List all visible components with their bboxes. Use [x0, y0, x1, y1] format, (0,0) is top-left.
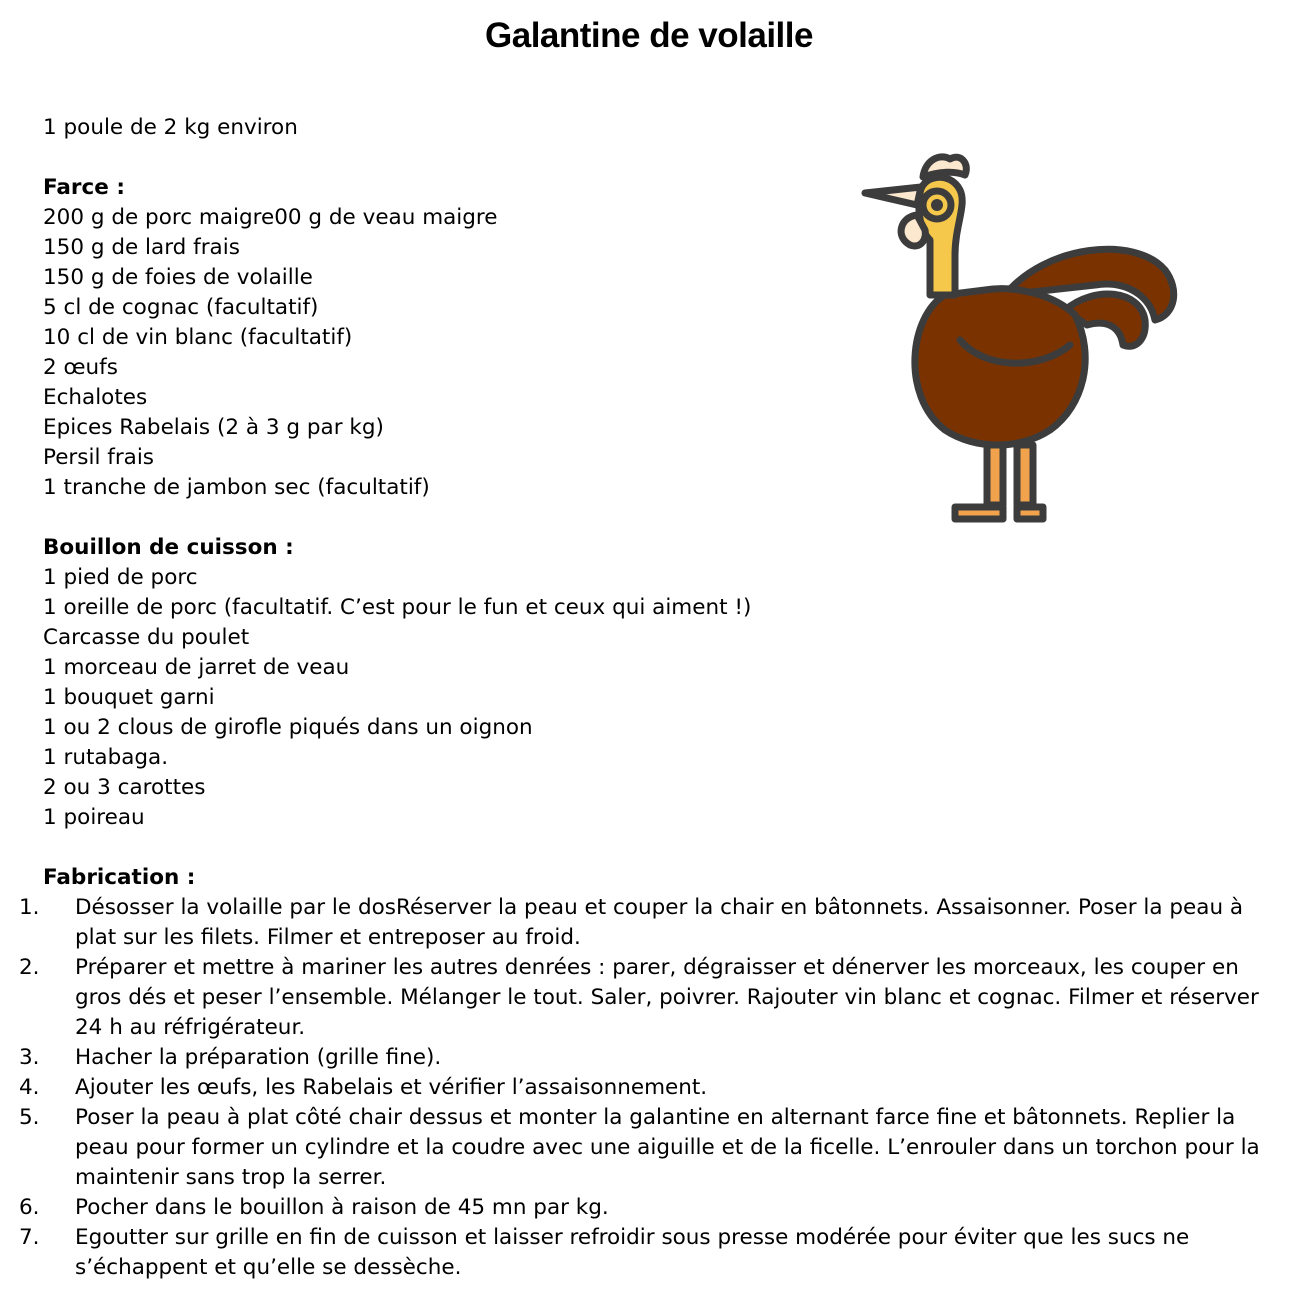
ingredient-item: 2 ou 3 carottes — [43, 775, 206, 800]
ingredient-item: 1 oreille de porc (facultatif. C’est pour le fun et ceux qui aiment !) — [43, 595, 752, 620]
ingredient-item: Epices Rabelais (2 à 3 g par kg) — [43, 415, 384, 440]
ingredient-item: Persil frais — [43, 445, 155, 470]
page-title: Galantine de volaille — [485, 16, 813, 55]
step-item — [0, 1193, 1270, 1223]
step-text: Préparer et mettre à mariner les autres denrées : parer, dégraisser et dénerver les morceaux, les couper en gros dés et peser l’ensemble. Mélanger le tout. Saler, poivrer. Rajouter vin blanc et cognac. Filmer et réserver 24 h au réfrigérateur. — [75, 955, 1259, 1040]
ingredient-item: 1 rutabaga. — [43, 745, 169, 770]
spacer — [43, 503, 1298, 533]
ingredient-item: 5 cl de cognac (facultatif) — [43, 295, 319, 320]
step-number: 2. — [19, 955, 40, 980]
ingredient-item: 200 g de porc maigre00 g de veau maigre — [43, 205, 498, 230]
steps-list — [0, 893, 1270, 1283]
farce-heading: Farce : — [43, 175, 125, 200]
step-item — [0, 1043, 1270, 1073]
ingredient-item: 1 bouquet garni — [43, 685, 215, 710]
step-number: 5. — [19, 1105, 40, 1130]
step-item — [0, 1103, 1270, 1193]
step-text: Désosser la volaille par le dosRéserver la peau et couper la chair en bâtonnets. Assaisonner. Poser la peau à plat sur les filets. Filmer et entreposer au froid. — [75, 895, 1244, 950]
step-number: 3. — [19, 1045, 40, 1070]
ingredient-item: 150 g de lard frais — [43, 235, 240, 260]
spacer — [43, 143, 1298, 173]
ingredient-item: 1 ou 2 clous de girofle piqués dans un oignon — [43, 715, 533, 740]
ingredient-item: 1 pied de porc — [43, 565, 198, 590]
spacer — [43, 833, 1298, 863]
ingredient-item: 2 œufs — [43, 355, 118, 380]
step-item — [0, 893, 1270, 953]
step-text: Ajouter les œufs, les Rabelais et vérifier l’assaisonnement. — [75, 1075, 708, 1100]
recipe-content — [19, 113, 1298, 1283]
fabrication-heading: Fabrication : — [43, 865, 196, 890]
ingredient-item: Carcasse du poulet — [43, 625, 250, 650]
ingredient-item: 150 g de foies de volaille — [43, 265, 313, 290]
step-text: Poser la peau à plat côté chair dessus et monter la galantine en alternant farce fine et bâtonnets. Replier la peau pour former un cylindre et la coudre avec une aiguille et de la ficelle. L’enrouler dans un torchon pour la maintenir sans trop la serrer. — [75, 1105, 1260, 1190]
step-text: Egoutter sur grille en fin de cuisson et laisser refroidir sous presse modérée pour éviter que les sucs ne s’échappent et qu’elle se dessèche. — [75, 1225, 1190, 1280]
step-item — [0, 953, 1270, 1043]
ingredient-item: 1 tranche de jambon sec (facultatif) — [43, 475, 430, 500]
intro-line: 1 poule de 2 kg environ — [43, 115, 298, 140]
step-number: 4. — [19, 1075, 40, 1100]
step-number: 1. — [19, 895, 40, 920]
ingredient-item: Echalotes — [43, 385, 148, 410]
ingredient-item: 1 morceau de jarret de veau — [43, 655, 350, 680]
step-text: Hacher la préparation (grille fine). — [75, 1045, 442, 1070]
step-item — [0, 1073, 1270, 1103]
bouillon-heading: Bouillon de cuisson : — [43, 535, 294, 560]
ingredient-item: 10 cl de vin blanc (facultatif) — [43, 325, 353, 350]
ingredient-item: 1 poireau — [43, 805, 145, 830]
step-item — [0, 1223, 1270, 1283]
step-number: 6. — [19, 1195, 40, 1220]
step-number: 7. — [19, 1225, 40, 1250]
step-text: Pocher dans le bouillon à raison de 45 mn par kg. — [75, 1195, 609, 1220]
